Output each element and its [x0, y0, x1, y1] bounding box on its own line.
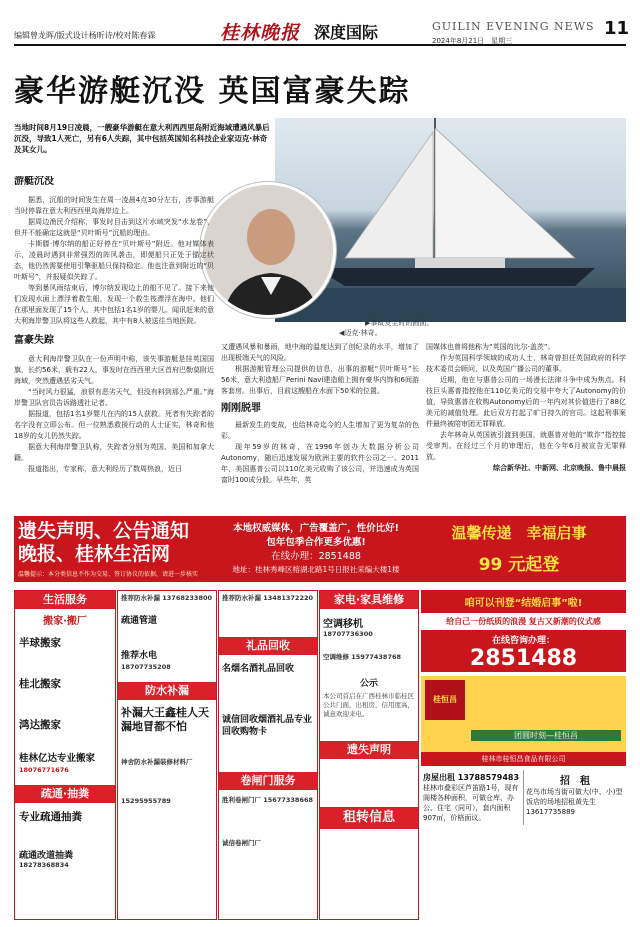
listing-title: 神舍防水补漏装修材料厂 [121, 758, 193, 766]
category-header: 礼品回收 [219, 637, 317, 655]
listing-phone: 18707735208 [121, 663, 171, 671]
classified-ad-banner [14, 516, 626, 582]
notice-body: 本公司首启在广西桂林市临桂区公共门面，出租房，信用度高，诚意欢迎来电。 [323, 692, 414, 718]
banner-mid-2: 包年包季合作更多优惠! [266, 537, 366, 548]
paragraph: 报道指出，专家称，意大利经历了数周热浪，近日 [28, 465, 182, 473]
listing-title: 推荐水电 [121, 651, 158, 661]
article-column-2 [221, 342, 419, 502]
paragraph: 又遭遇风暴和暴雨，地中海的温度达到了创纪录的水平，增加了出现极端天气的风险。 [221, 343, 419, 362]
article-column-3 [426, 342, 626, 502]
wedding-ad-phone: 2851488 [421, 646, 626, 672]
article-headline: 豪华游艇沉没 英国富豪失踪 [14, 74, 411, 109]
listing-title: 诚信卷闸门厂 [222, 839, 261, 847]
subcategory-header: 搬家·搬厂 [43, 616, 87, 627]
listing-title: 半球搬家 [19, 637, 61, 649]
listing-title: 胜利卷闸门厂 15677338668 [222, 796, 314, 804]
issue-date: 2024年8月21日 星期三 [432, 37, 513, 45]
masthead [14, 18, 630, 46]
listing-body: 桂林市叠彩区芦笛路1号，现有阁楼各种面积，可做仓库、办公、住宅（同可），套内面积907㎡，价格面议。 [423, 784, 519, 822]
banner-mid-1: 本地权威媒体，广告覆盖广，性价比好! [233, 523, 399, 534]
classified-column-repair [117, 590, 217, 920]
subheading: 游艇沉没 [14, 176, 54, 187]
listing-title: 房屋出租 13788579483 [423, 773, 520, 782]
classified-column-appliance [319, 590, 419, 920]
mooncake-ad [421, 676, 626, 752]
listing-title: 疏通改道抽粪 [19, 851, 74, 861]
classified-column-recycle [218, 590, 318, 920]
page-number: 11 [604, 18, 630, 39]
listing-phone: 18278368834 [19, 861, 69, 869]
newspaper-english-name: GUILIN EVENING NEWS [432, 20, 595, 33]
photo-caption-text: 事故发生时的画面。 [370, 319, 434, 327]
category-header: 租转信息 [320, 807, 418, 829]
person-illustration [203, 185, 336, 318]
portrait-caption: ◀迈克·林奇。 [339, 329, 382, 337]
company-name: 桂林市桂恒昌食品有限公司 [421, 752, 626, 766]
category-header: 生活服务 [15, 591, 115, 609]
category-header: 防水补漏 [118, 682, 216, 700]
article-lead: 当地时间8月19日凌晨，一艘豪华游艇在意大利西西里岛附近海域遭遇风暴后沉没，导致1人死亡，另有6人失踪，其中包括英国知名科技企业家迈克·林奇及其女儿。 [14, 123, 270, 154]
paragraph: 作为英国科学领域的成功人士，林奇曾担任英国政府的科学技术委员会顾问，以及英国广播公司的董事。 [426, 354, 626, 373]
wedding-ad-subtitle: 给自己一份纸质的浪漫 复古又新潮的仪式感 [421, 613, 626, 630]
listing-title: 诚信回收烟酒礼品专业回收购物卡 [222, 715, 313, 737]
classified-column-life [14, 590, 116, 920]
listing-title: 推荐防水补漏 13768233800 [121, 594, 213, 602]
editor-credits: 编辑曾龙晖/版式设计杨昕诗/校对陈春霖 [14, 31, 156, 40]
portrait-photo [200, 182, 336, 318]
banner-right-1: 温馨传递 幸福启事 [451, 524, 587, 542]
rent-listing [421, 770, 523, 825]
newspaper-logo: 桂林晚报 [220, 22, 301, 44]
photo-caption: ▶事故发生时的画面。 [365, 319, 434, 327]
section-title: 深度国际 [314, 23, 379, 42]
listing-phone: 18076771676 [19, 766, 69, 774]
wedding-ad-online: 在线咨询办理： [421, 630, 626, 646]
banner-right-2: 99 元起登 [478, 555, 560, 575]
listing-title: 推荐防水补漏 13481372220 [222, 594, 314, 602]
paragraph: 根据游艇管理公司提供的信息，出事的游艇“贝叶斯号”长56米，意大利造船厂Perini Navi建造船上拥有豪华内饰和6间游客套房。出事后，目前这艘船在水面下50米的位置。 [221, 365, 419, 395]
subheading: 富豪失踪 [14, 335, 54, 346]
paragraph: “当时风力很猛，浪很有恶劣天气，但没有料到那么严重。”海岸警卫队官员告诉路透社记者。 [14, 388, 214, 407]
paragraph: 最新发生的变故，也给林奇迄今的人生增加了更为复杂的色彩。 [221, 421, 419, 440]
banner-note: 温馨提示：本分类信息不作为交易、签订协议的依据，请进一步核实 [18, 571, 199, 578]
listing-title: 空调移机 [323, 619, 363, 630]
paragraph: 据意大利海岸警卫队称，失踪者分别为英国、美国和加拿大籍。 [14, 443, 214, 462]
listing-title: 招 租 [560, 776, 590, 787]
listing-phone: 15295955789 [121, 797, 171, 805]
paragraph: 据悉，沉船的时间发生在周一凌晨4点30分左右，涉事游艇当时停靠在意大利西西里岛海岸边上。 [14, 196, 214, 215]
listing-title: 空调维修 15977438768 [323, 653, 402, 661]
article-source: 综合新华社、中新网、北京晚报、鲁中晨报 [493, 464, 626, 472]
paragraph: 近期，他在与惠普公司的一场漫长法律斗争中成为焦点。科技巨头惠普指控他在110亿美元的交易中夸大了Autonomy的价值，导致惠普在收购Autonomy后的一年内对其价值进行了88亿美元的减值处理。此后双方打起了旷日持久的官司。这起刑事案件最终被陪审团无罪释放。 [426, 376, 626, 428]
subheading: 刚刚脱罪 [221, 403, 261, 414]
listing-title: 补漏大王鑫桂人天漏地冒都不怕 [121, 706, 209, 733]
wedding-ad-title: 咱可以刊登“结婚启事”啦! [421, 590, 626, 613]
listing-body: 花鸟市场当街可做大(中、小)型饭店的场地招租黄先生 13617735889 [526, 788, 623, 816]
paragraph: 现年59岁的林奇，在1996年创办大数据分析公司Autonomy，随后迅速发展为欧洲主要的软件公司之一。2011年，美国惠普公司以110亿美元收购了该公司，并迅速成为英国富时100成分股。早些年，英 [221, 443, 419, 484]
paragraph: 意大利海岸警卫队在一份声明中称，该失事游艇是挂英国国旗，长约56米，载有22人，事发时在西西里大区首府巴勒莫附近海域，突然遭遇恶劣天气。 [14, 355, 214, 385]
category-header: 疏通·抽粪 [15, 785, 115, 803]
banner-address: 地址：桂林秀峰区榕湖北路1号日报社采编大楼1楼 [232, 565, 400, 574]
paragraph: 去年林奇从英国被引渡到美国，就惠普对他的“欺诈”指控接受审判。在经过三个月的审理后，他在今年6月被宣告无罪释放。 [426, 431, 626, 461]
classified-column-wedding [421, 590, 626, 920]
listing-title: 桂北搬家 [19, 678, 61, 690]
listing-title: 鸿达搬家 [19, 719, 61, 731]
listing-phone: 18707736300 [323, 630, 373, 638]
paragraph: 卡斯滕·博尔纳的船正好停在“贝叶斯号”附近。他对媒体表示，凌晨时遇到非常强烈的阵风袭击，即便船只正处于锚定状态，他仍然需要使用引擎驱船只保持稳定。他也注意到附近的“贝叶斯号”，并报疑似失踪了。 [14, 240, 214, 281]
banner-mid-3: 在线办理：2851488 [271, 551, 361, 562]
category-header: 卷闸门服务 [219, 772, 317, 790]
rent-recruit-row [421, 770, 626, 825]
listing-title: 桂林亿达专业搬家 [19, 753, 96, 764]
category-header: 家电·家具维修 [320, 591, 418, 609]
banner-title-2: 晚报、桂林生活网 [18, 543, 171, 565]
mooncake-banner: 团圆时刻—桂恒昌 [471, 730, 621, 741]
listing-title: 专业疏通抽粪 [19, 811, 82, 823]
paragraph: 据周边渔民介绍称，事发时目击到这片水域突发“水龙卷”，但并不能确定这就是“贝叶斯号”沉船的理由。 [14, 218, 214, 237]
paragraph: 等到暴风雨结束后，博尔纳发现边上的船不见了。接下来他们发现水面上漂浮着救生船，发现一个救生筏漂浮在海中。他们在那里面发现了15个人，其中包括1名1岁的婴儿。闻讯赶来的意大利海岸警卫队将这些人救起，其中有8人被送往当地医院。 [14, 284, 214, 325]
paragraph: 国媒体也曾将他称为“英国的比尔·盖茨”。 [426, 343, 555, 351]
article-column-1 [14, 176, 214, 504]
portrait-caption-text: 迈克·林奇。 [344, 329, 382, 337]
listing-title: 名烟名酒礼品回收 [222, 664, 295, 674]
recruit-listing [523, 770, 626, 825]
category-header: 遗失声明 [320, 741, 418, 759]
notice-title: 公示 [359, 679, 378, 689]
paragraph: 据报道，包括1名1岁婴儿在内的15人获救。死者有失踪者的名字没有立即公布。但一位熟悉救援行动的人士证实，林奇和他18岁的女儿仍然失踪。 [14, 410, 214, 440]
brand-logo: 桂恒昌 [425, 680, 465, 720]
listing-title: 疏通管道 [121, 616, 158, 626]
banner-title-1: 遗失声明、公告通知 [18, 520, 190, 542]
